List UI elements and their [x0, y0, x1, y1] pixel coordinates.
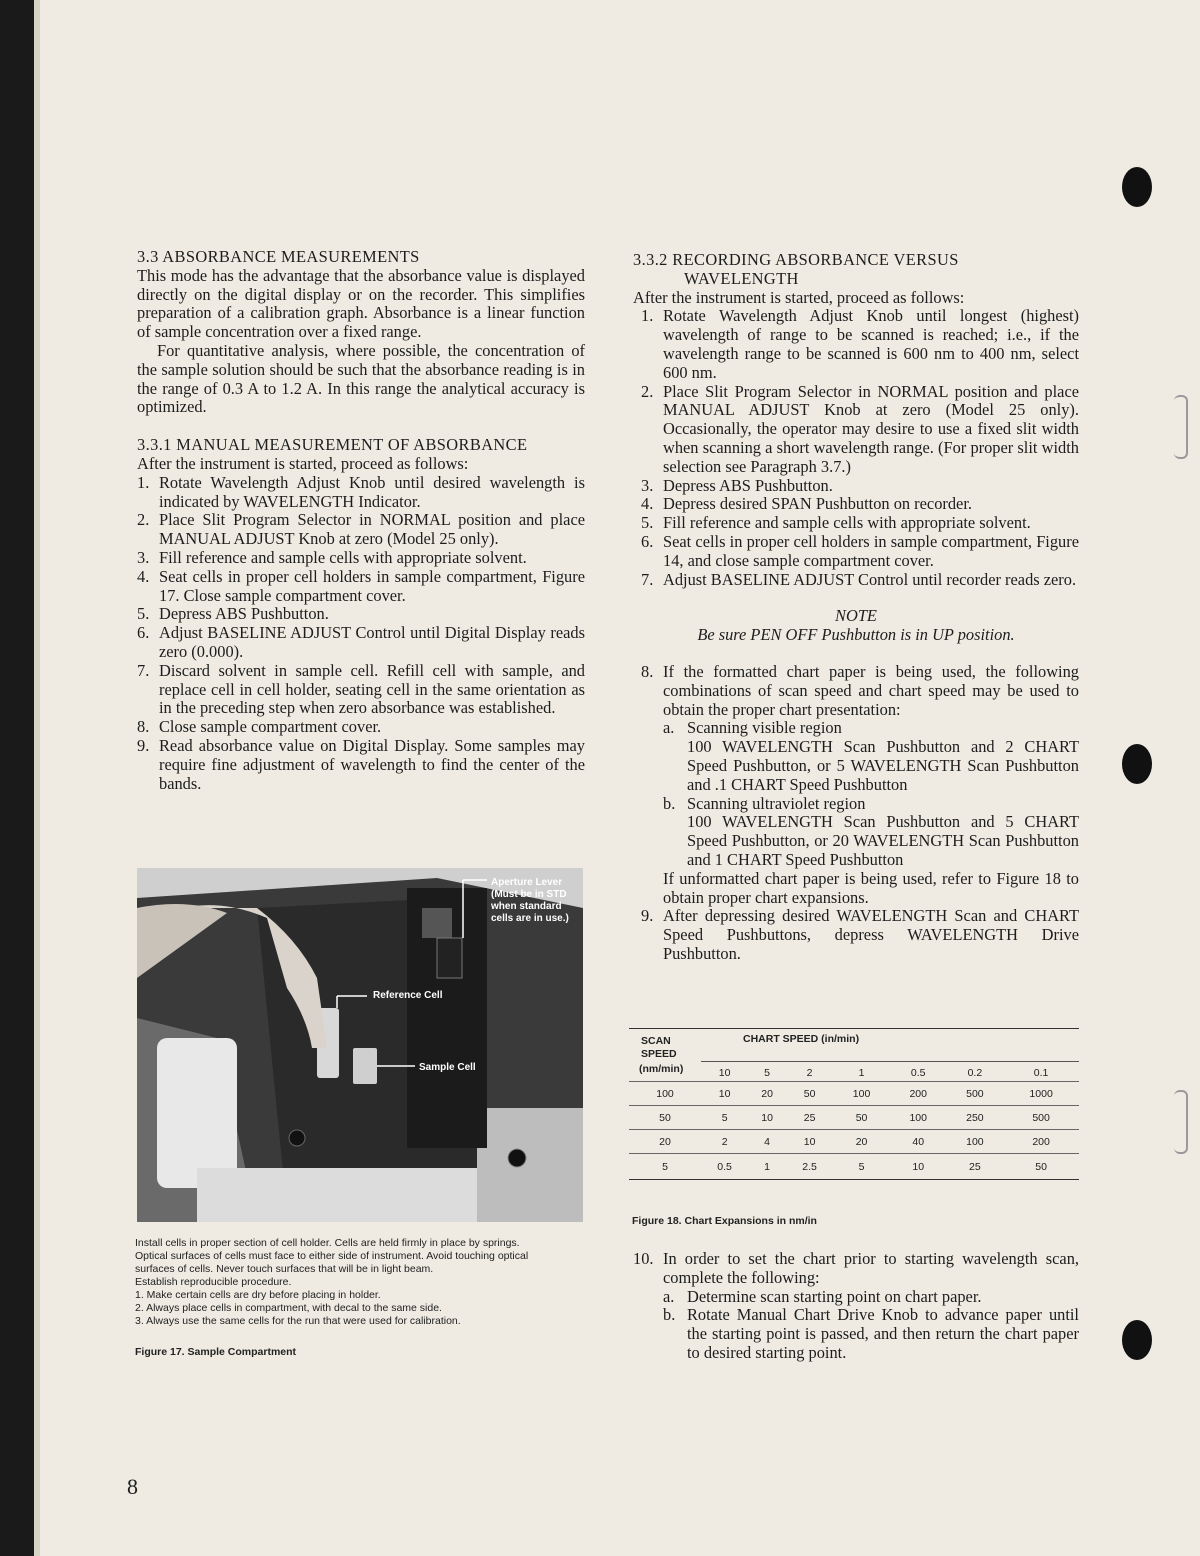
manual-step	[137, 737, 585, 793]
recording-step	[641, 383, 1079, 477]
recording-steps-continued	[633, 663, 1079, 964]
value-cell: 10	[912, 1160, 925, 1173]
chart-expansion-table	[629, 1028, 1079, 1180]
chart-speed-cell: 1	[833, 1061, 890, 1082]
figure-17-caption	[135, 1237, 590, 1328]
value-cell: 50	[855, 1111, 868, 1124]
substep-8b	[663, 795, 1079, 814]
scan-speed-cell: 5	[662, 1160, 668, 1173]
value-cell: 10	[803, 1135, 816, 1148]
paragraph-absorbance-intro: This mode has the advantage that the absorbance value is displayed directly on the digital display or on the recorder. This simplifies preparation of a calibration graph. Absorbance is a linear function of sample concentration over a fixed range.	[137, 265, 585, 342]
table-row	[629, 1154, 1079, 1180]
step-number: 3.	[641, 475, 654, 495]
step-text: Adjust BASELINE ADJUST Control until Digital Display reads zero (0.000).	[159, 623, 585, 661]
substep-text: Determine scan starting point on chart paper.	[687, 1286, 982, 1306]
recording-intro: After the instrument is started, proceed as follows:	[633, 287, 965, 307]
recording-step-10	[633, 1250, 1079, 1363]
substep-letter: b.	[663, 793, 676, 813]
value-cell: 25	[803, 1111, 816, 1124]
value-cell: 10	[761, 1111, 773, 1124]
step-number: 6.	[137, 623, 150, 643]
binder-hole-middle	[1122, 744, 1152, 784]
manual-step	[137, 624, 585, 662]
chart-speed-cell: 5	[748, 1061, 786, 1082]
step-text: Adjust BASELINE ADJUST Control until recorder reads zero.	[663, 569, 1077, 589]
chart-speed-cell: 10	[701, 1061, 748, 1082]
step-text: After depressing desired WAVELENGTH Scan and CHART Speed Pushbuttons, depress WAVELENGTH Drive Pushbutton.	[663, 906, 1079, 963]
recording-steps-final	[633, 1250, 1079, 1363]
step-number: 9.	[641, 906, 654, 926]
step-text: Rotate Wavelength Adjust Knob until desired wavelength is indicated by WAVELENGTH Indicator.	[159, 472, 585, 511]
manual-step	[137, 718, 585, 737]
recording-step	[641, 477, 1079, 496]
value-cell: 20	[761, 1087, 773, 1100]
sample-compartment-photo	[137, 868, 583, 1222]
substep-text: Rotate Manual Chart Drive Knob to advance paper until the starting point is passed, and then return the chart paper to desired starting point.	[687, 1305, 1079, 1362]
value-cell: 50	[803, 1087, 816, 1100]
substep-title: Scanning ultraviolet region	[687, 793, 866, 813]
left-column	[137, 248, 585, 793]
caption-line: Optical surfaces of cells must face to either side of instrument. Avoid touching optical	[135, 1250, 529, 1262]
step-text: Discard solvent in sample cell. Refill cell with sample, and replace cell in cell holder, seating cell in the same orientation as in the preceding step when zero absorbance was established.	[159, 660, 585, 718]
sample-cell-label: Sample Cell	[419, 1062, 476, 1073]
value-cell: 10	[718, 1087, 731, 1100]
caption-line: surfaces of cells. Never touch surfaces that will be in light beam.	[135, 1263, 434, 1275]
chart-speed-header: CHART SPEED (in/min)	[743, 1033, 860, 1045]
step-text: Seat cells in proper cell holders in sample compartment, Figure 14, and close sample compartment cover.	[663, 531, 1079, 570]
scan-speed-cell: 50	[659, 1111, 671, 1124]
value-cell: 4	[764, 1135, 771, 1148]
table-row	[629, 1130, 1079, 1154]
caption-line: 2. Always place cells in compartment, with decal to the same side.	[135, 1302, 442, 1314]
recording-step-9	[641, 907, 1079, 963]
caption-line: Install cells in proper section of cell holder. Cells are held firmly in place by springs.	[135, 1237, 520, 1249]
manual-step	[137, 568, 585, 606]
step-text: If the formatted chart paper is being used, the following combinations of scan speed and chart speed may be used to obtain the proper chart presentation:	[663, 661, 1079, 719]
step-number: 7.	[137, 660, 150, 680]
value-cell: 250	[966, 1111, 984, 1124]
substep-8a-text: 100 WAVELENGTH Scan Pushbutton and 2 CHART Speed Pushbutton, or 5 WAVELENGTH Scan Pushbutton and .1 CHART Speed Pushbutton	[687, 737, 1079, 794]
step-text: Seat cells in proper cell holders in sample compartment, Figure 17. Close sample compartment cover.	[159, 566, 585, 605]
step-number: 2.	[137, 510, 150, 530]
step-number: 6.	[641, 531, 654, 551]
recording-step	[641, 514, 1079, 533]
manual-step	[137, 511, 585, 549]
value-cell: 100	[852, 1087, 871, 1100]
value-cell: 200	[909, 1087, 927, 1100]
manual-step	[137, 662, 585, 718]
chart-speed-cell: 0.1	[1003, 1061, 1079, 1082]
substep-8b-text: 100 WAVELENGTH Scan Pushbutton and 5 CHART Speed Pushbutton, or 20 WAVELENGTH Scan Pushbutton and 1 CHART Speed Pushbutton	[687, 812, 1079, 869]
recording-steps-list	[633, 307, 1079, 589]
step-number: 8.	[641, 661, 654, 681]
section-heading-3-3-2-cont: WAVELENGTH	[684, 268, 799, 288]
value-cell: 500	[1032, 1111, 1050, 1124]
value-cell: 40	[912, 1135, 925, 1148]
step-text: Fill reference and sample cells with appropriate solvent.	[663, 513, 1031, 533]
step-8-tail: If unformatted chart paper is being used, refer to Figure 18 to obtain proper chart expansions.	[663, 868, 1079, 907]
section-heading-3-3: 3.3 ABSORBANCE MEASUREMENTS	[137, 247, 420, 266]
note-text: Be sure PEN OFF Pushbutton is in UP position.	[697, 625, 1015, 645]
step-text: Depress ABS Pushbutton.	[159, 604, 329, 624]
caption-line: Establish reproducible procedure.	[135, 1276, 292, 1288]
step-number: 5.	[641, 513, 654, 533]
step-text: Rotate Wavelength Adjust Knob until longest (highest) wavelength of range to be scanned is reached; i.e., if the wavelength range to be scanned is 600 nm to 400 nm, select 600 nm.	[663, 306, 1079, 382]
substep-letter: a.	[663, 1286, 675, 1306]
right-column-bottom	[633, 1250, 1079, 1363]
step-text: Depress desired SPAN Pushbutton on recorder.	[663, 494, 972, 514]
manual-intro: After the instrument is started, proceed as follows:	[137, 453, 469, 473]
substep-8a	[663, 719, 1079, 738]
step-number: 1.	[137, 472, 150, 492]
manual-step	[137, 605, 585, 624]
manual-step	[137, 549, 585, 568]
binder-hole-bottom	[1122, 1320, 1152, 1360]
recording-step	[641, 495, 1079, 514]
step-number: 1.	[641, 306, 654, 326]
step-text: Place Slit Program Selector in NORMAL position and place MANUAL ADJUST Knob at zero (Model 25 only). Occasionally, the operator may desire to use a fixed slit width when scanning a short wavelength range. (For proper slit width selection see Paragraph 3.7.)	[663, 381, 1079, 476]
value-cell: 1	[764, 1160, 771, 1173]
step-number: 10.	[633, 1249, 654, 1268]
step-number: 4.	[137, 566, 150, 586]
step-text: Read absorbance value on Digital Display. Some samples may require fine adjustment of wavelength to find the center of the bands.	[159, 735, 585, 793]
page-edge	[34, 0, 40, 1556]
right-column	[633, 251, 1079, 964]
page-number: 8	[127, 1474, 138, 1499]
step-number: 5.	[137, 604, 150, 624]
step-number: 8.	[137, 717, 150, 737]
value-cell: 2	[721, 1135, 728, 1148]
step-number: 3.	[137, 547, 150, 567]
manual-steps-list	[137, 474, 585, 794]
note-title: NOTE	[835, 606, 877, 626]
value-cell: 1000	[1029, 1087, 1053, 1100]
caption-line: 1. Make certain cells are dry before placing in holder.	[135, 1289, 381, 1301]
step-number: 9.	[137, 735, 150, 755]
step-number: 2.	[641, 381, 654, 401]
chart-speed-cell: 0.2	[947, 1061, 1004, 1082]
caption-line: 3. Always use the same cells for the run that were used for calibration.	[135, 1315, 461, 1327]
scan-header-line: SPEED	[641, 1048, 677, 1060]
step-number: 7.	[641, 569, 654, 589]
substep-letter: b.	[663, 1305, 676, 1325]
section-heading-3-3-2: 3.3.2 RECORDING ABSORBANCE VERSUS	[633, 250, 959, 269]
recording-step	[641, 533, 1079, 571]
recording-step	[641, 571, 1079, 590]
binder-ring-lower	[1174, 1090, 1188, 1154]
substep-10a	[663, 1288, 1079, 1307]
value-cell: 25	[969, 1160, 981, 1173]
binder-ring-upper	[1174, 395, 1188, 459]
step-text: In order to set the chart prior to starting wavelength scan, complete the following:	[663, 1249, 1079, 1287]
step-text: Fill reference and sample cells with appropriate solvent.	[159, 547, 527, 567]
substep-10b	[663, 1306, 1079, 1362]
value-cell: 20	[855, 1135, 868, 1148]
chart-speed-cell: 2	[786, 1061, 833, 1082]
table-row	[629, 1082, 1079, 1106]
value-cell: 0.5	[717, 1160, 732, 1173]
value-cell: 500	[966, 1087, 984, 1100]
reference-cell-label: Reference Cell	[373, 990, 443, 1001]
value-cell: 5	[721, 1111, 728, 1124]
binder-hole-top	[1122, 167, 1152, 207]
step-number: 4.	[641, 494, 654, 514]
substep-title: Scanning visible region	[687, 718, 842, 738]
value-cell: 200	[1032, 1135, 1050, 1148]
table-row	[629, 1106, 1079, 1130]
recording-step-8	[641, 663, 1079, 907]
paragraph-quantitative-analysis: For quantitative analysis, where possible, the concentration of the sample solution should be such that the absorbance reading is in the range of 0.3 A to 1.2 A. In this range the analytical accuracy is optimized.	[137, 340, 585, 417]
step-text: Place Slit Program Selector in NORMAL position and place MANUAL ADJUST Knob at zero (Model 25 only).	[159, 510, 585, 549]
value-cell: 5	[858, 1160, 865, 1173]
section-heading-3-3-1: 3.3.1 MANUAL MEASUREMENT OF ABSORBANCE	[137, 435, 528, 455]
recording-step	[641, 307, 1079, 382]
manual-step	[137, 474, 585, 512]
value-cell: 2.5	[802, 1160, 817, 1173]
scan-header-line: (nm/min)	[639, 1063, 684, 1075]
step-text: Close sample compartment cover.	[159, 717, 382, 737]
step-text: Depress ABS Pushbutton.	[663, 475, 833, 495]
scan-header-line: SCAN	[641, 1034, 671, 1047]
aperture-lever-label: Aperture Lever (Must be in STD when standard cells are in use.)	[491, 877, 569, 924]
table-speed-row	[629, 1061, 1079, 1082]
value-cell: 100	[966, 1135, 984, 1148]
scan-speed-cell: 20	[659, 1135, 671, 1148]
figure-18-title: Figure 18. Chart Expansions in nm/in	[632, 1215, 817, 1227]
value-cell: 100	[909, 1111, 927, 1124]
scan-speed-cell: 100	[656, 1087, 674, 1100]
value-cell: 50	[1035, 1160, 1047, 1173]
table-header-row	[629, 1029, 1079, 1048]
chart-speed-cell: 0.5	[890, 1061, 947, 1082]
figure-17-title: Figure 17. Sample Compartment	[135, 1346, 297, 1358]
substep-letter: a.	[663, 718, 675, 738]
